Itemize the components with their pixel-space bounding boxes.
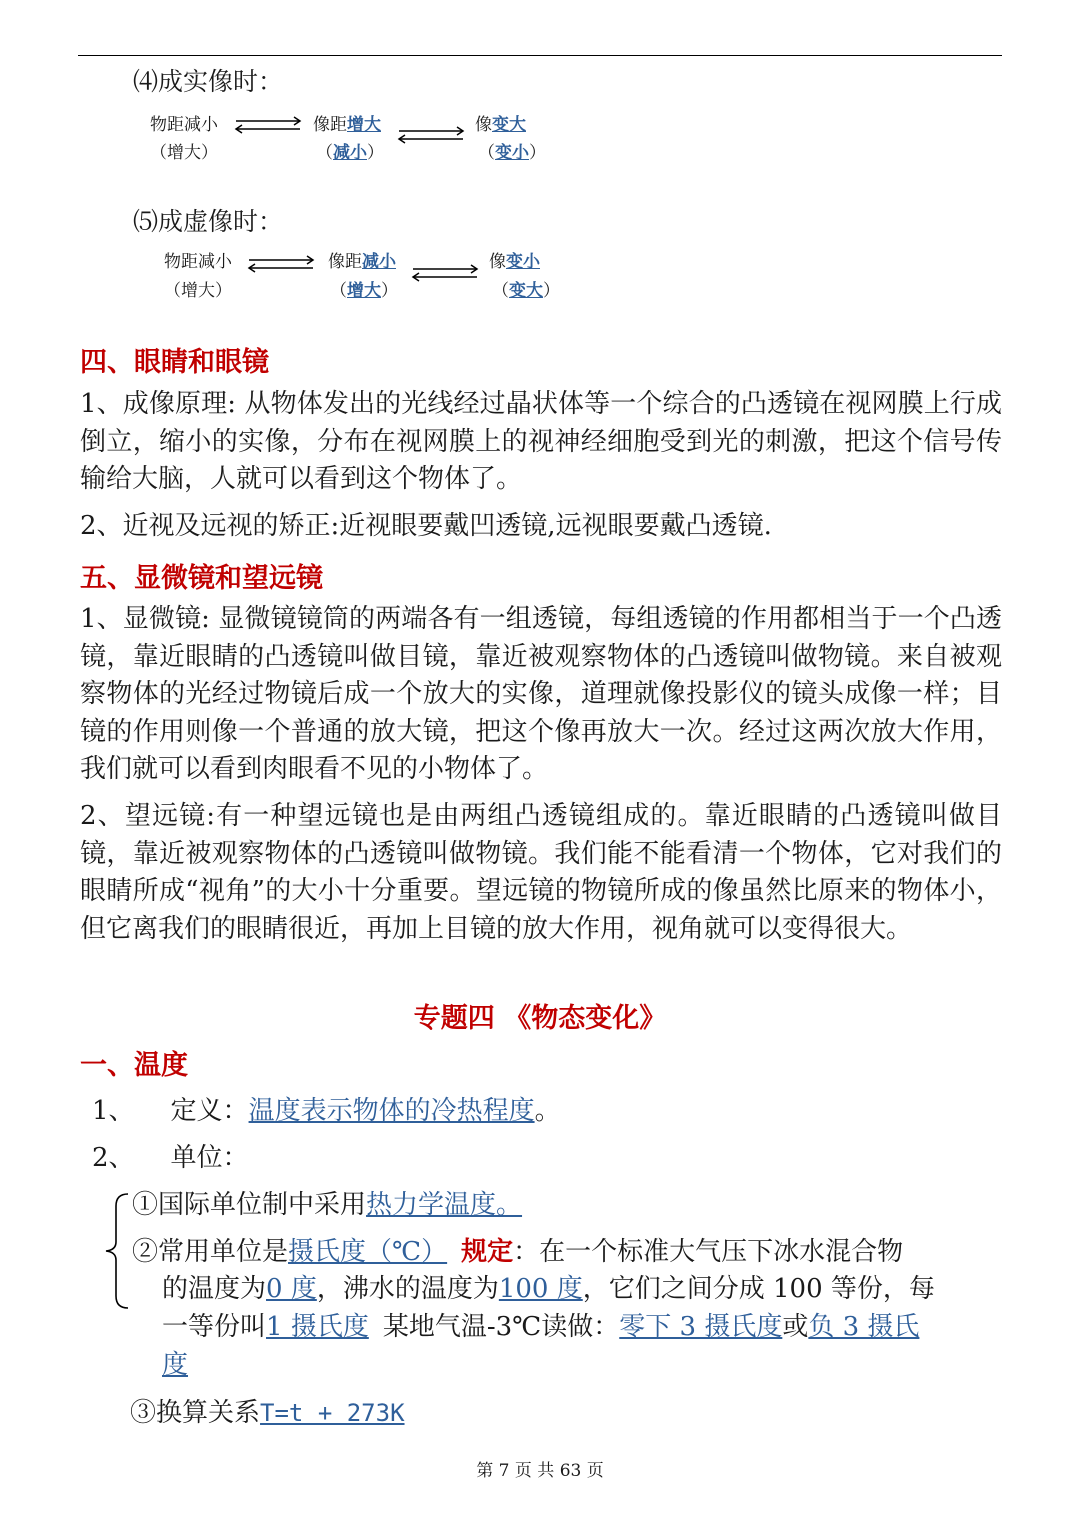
- real-image-heading: ⑷成实像时：: [133, 67, 284, 96]
- real-image-distance: 像距增大: [313, 115, 381, 135]
- celsius-unit: 摄氏度（℃）: [288, 1237, 448, 1267]
- unit-item-2-line3: 一等份叫1 摄氏度 某地气温-3℃读做：零下 3 摄氏度或负 3 摄氏: [162, 1312, 920, 1342]
- real-image-distance-value: 增大: [347, 115, 381, 135]
- eye-correction-paragraph: 2、近视及远视的矫正:近视眼要戴凹透镜,远视眼要戴凸透镜.: [80, 511, 772, 541]
- virtual-image-distance-alt: （增大）: [330, 281, 398, 301]
- rule-label: 规定: [461, 1237, 514, 1267]
- real-image-size-alt: （变小）: [478, 143, 546, 163]
- virtual-object-distance: 物距减小: [164, 252, 232, 272]
- top-rule: [78, 55, 1002, 56]
- telescope-paragraph: 2、望远镜:有一种望远镜也是由两组凸透镜组成的。靠近眼睛的凸透镜叫做目镜，靠近被观察物体的凸透镜叫做物镜。我们能不能看清一个物体，它对我们的眼睛所成“视角”的大小十分重要。望远镜的物镜所成的像虽然比原来的物体小，但它离我们的眼睛很近，再加上目镜的放大作用，视角就可以变得很大。: [80, 801, 1002, 944]
- section-scope-heading: 五、显微镜和望远镜: [80, 563, 323, 594]
- real-double-arrow-2: [397, 126, 467, 146]
- virtual-image-heading: ⑸成虚像时：: [133, 207, 284, 236]
- real-object-distance-alt: （增大）: [150, 143, 218, 163]
- virtual-double-arrow-1: [247, 255, 317, 275]
- virtual-image-size: 像变小: [489, 252, 540, 272]
- definition-value: 温度表示物体的冷热程度: [248, 1096, 535, 1126]
- unit-item-2-line4: 度: [162, 1350, 189, 1380]
- real-image-size-value: 变大: [492, 115, 526, 135]
- virtual-image-size-alt: （变大）: [492, 281, 560, 301]
- section-eye-heading: 四、眼睛和眼镜: [80, 347, 269, 378]
- real-image-distance-alt: （减小）: [316, 143, 384, 163]
- unit-item-3: ③换算关系T=t + 273K: [130, 1398, 405, 1428]
- real-image-size: 像变大: [475, 115, 526, 135]
- virtual-image-distance-value: 减小: [362, 252, 396, 272]
- unit-line: 2、 单位：: [92, 1143, 249, 1173]
- unit-item-1: ①国际单位制中采用热力学温度。: [132, 1190, 523, 1220]
- section-temp-heading: 一、温度: [80, 1050, 188, 1081]
- real-double-arrow-1: [234, 116, 304, 136]
- unit-item-2-line2: 的温度为0 度，沸水的温度为100 度，它们之间分成 100 等份，每: [162, 1274, 935, 1304]
- conversion-formula: T=t + 273K: [260, 1399, 405, 1427]
- virtual-object-distance-alt: （增大）: [164, 281, 232, 301]
- thermodynamic-temp: 热力学温度。: [366, 1190, 523, 1220]
- unit-item-2: ②常用单位是摄氏度（℃） 规定：在一个标准大气压下冰水混合物: [132, 1237, 904, 1267]
- microscope-paragraph: 1、显微镜: 显微镜镜筒的两端各有一组透镜，每组透镜的作用都相当于一个凸透镜，靠近眼睛的凸透镜叫做目镜，靠近被观察物体的凸透镜叫做物镜。来自被观察物体的光经过物镜后成一个放大的实像，道理就像投影仪的镜头成像一样；目镜的作用则像一个普通的放大镜，把这个像再放大一次。经过这两次放大作用，我们就可以看到肉眼看不见的小物体了。: [80, 604, 1002, 784]
- page-footer: 第 7 页 共 63 页: [476, 1461, 604, 1481]
- eye-principle-paragraph: 1、成像原理: 从物体发出的光线经过晶状体等一个综合的凸透镜在视网膜上行成倒立，缩小的实像，分布在视网膜上的视神经细胞受到光的刺激，把这个信号传输给大脑，人就可以看到这个物体了。: [80, 389, 1002, 494]
- topic-title: 专题四 《物态变化》: [413, 1003, 667, 1034]
- real-object-distance: 物距减小: [150, 115, 218, 135]
- virtual-image-distance: 像距减小: [328, 252, 396, 272]
- definition-line: 1、 定义：温度表示物体的冷热程度。: [92, 1096, 561, 1126]
- virtual-image-size-value: 变小: [506, 252, 540, 272]
- virtual-double-arrow-2: [411, 264, 481, 284]
- left-brace: [102, 1192, 132, 1310]
